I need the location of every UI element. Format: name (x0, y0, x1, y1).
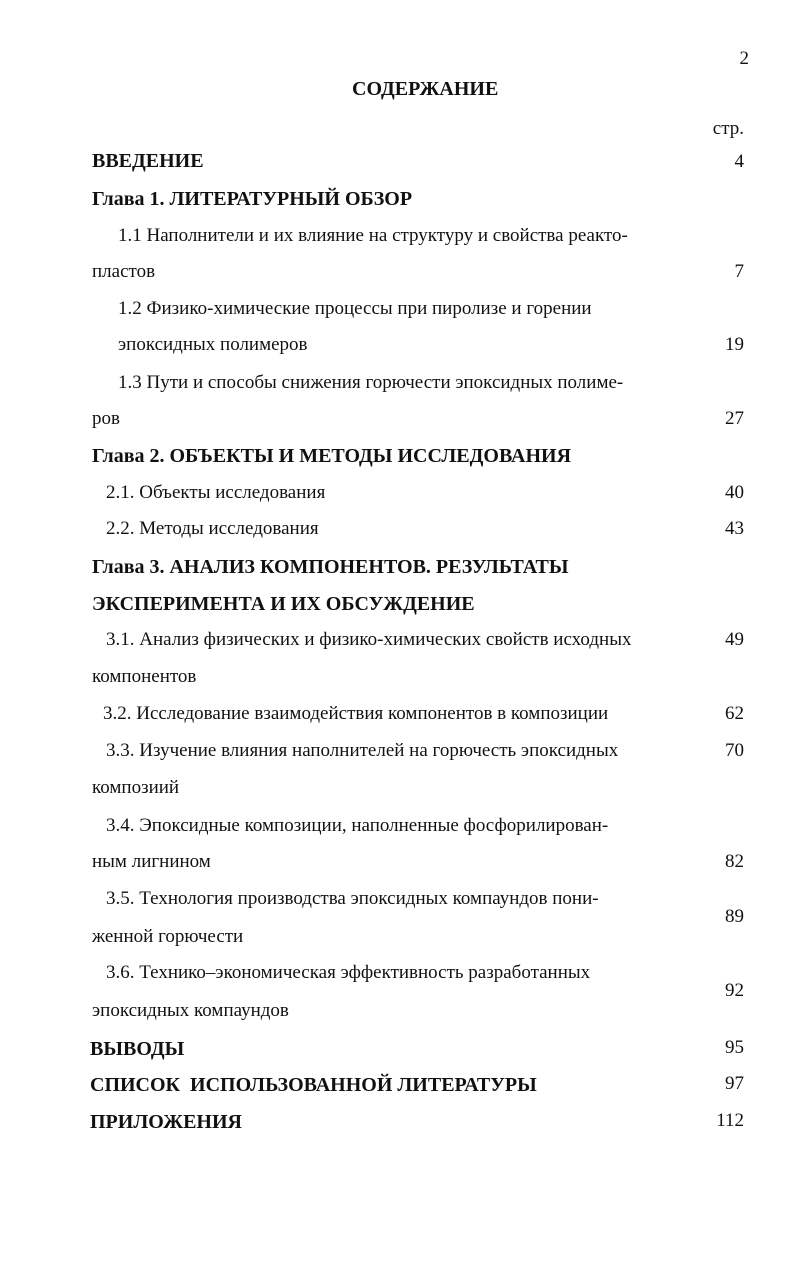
toc-entry-page: 27 (725, 408, 744, 429)
toc-chapter-2[interactable]: Глава 2. ОБЪЕКТЫ И МЕТОДЫ ИССЛЕДОВАНИЯ (92, 445, 572, 467)
toc-entry-label: СПИСОК ИСПОЛЬЗОВАННОЙ ЛИТЕРАТУРЫ (90, 1074, 537, 1096)
toc-entry-label: 3.6. Технико–экономическая эффективность разработанных (106, 962, 591, 983)
toc-entry-label: 3.4. Эпоксидные композиции, наполненные фосфорилирован- (106, 815, 609, 836)
toc-entry-label-cont: композиий (92, 777, 180, 798)
toc-entry-label: 3.2. Исследование взаимодействия компонентов в композиции (103, 703, 609, 724)
toc-entry-page: 97 (725, 1073, 744, 1094)
toc-entry-page: 4 (734, 151, 744, 172)
toc-entry-page: 95 (725, 1037, 744, 1058)
toc-entry-page: 112 (716, 1110, 744, 1131)
page-number: 2 (739, 48, 749, 69)
toc-chapter-1[interactable]: Глава 1. ЛИТЕРАТУРНЫЙ ОБЗОР (92, 188, 413, 210)
toc-entry-page: 92 (725, 980, 744, 1001)
toc-entry-label: 1.3 Пути и способы снижения горючести эпоксидных полиме- (118, 372, 624, 393)
toc-entry-label-cont: эпоксидных компаундов (92, 1000, 289, 1021)
toc-entry-label: ПРИЛОЖЕНИЯ (90, 1111, 242, 1133)
toc-entry-label: 3.3. Изучение влияния наполнителей на горючесть эпоксидных (106, 740, 619, 761)
toc-entry-page: 43 (725, 518, 744, 539)
toc-entry-page: 62 (725, 703, 744, 724)
page-title: СОДЕРЖАНИЕ (352, 78, 499, 100)
toc-entry-page: 89 (725, 906, 744, 927)
page-column-label: стр. (712, 118, 744, 139)
toc-entry-label: 1.1 Наполнители и их влияние на структуру и свойства реакто- (118, 225, 628, 246)
toc-entry-page: 7 (734, 261, 744, 282)
toc-entry-label: 1.2 Физико-химические процессы при пиролизе и горении (118, 298, 592, 319)
toc-entry-label-cont: эпоксидных полимеров (118, 334, 308, 355)
toc-entry-label: 3.5. Технология производства эпоксидных компаундов пони- (106, 888, 599, 909)
toc-chapter-label-cont: ЭКСПЕРИМЕНТА И ИХ ОБСУЖДЕНИЕ (92, 593, 475, 615)
toc-entry-label: 2.1. Объекты исследования (106, 482, 326, 503)
toc-entry-label-cont: женной горючести (92, 926, 244, 947)
toc-entry-label-cont: пластов (92, 261, 156, 282)
toc-entry-page: 49 (725, 629, 744, 650)
toc-chapter-label: Глава 3. АНАЛИЗ КОМПОНЕНТОВ. РЕЗУЛЬТАТЫ (92, 556, 569, 578)
toc-entry-page: 19 (725, 334, 744, 355)
toc-entry-label-cont: ным лигнином (92, 851, 211, 872)
toc-entry-page: 40 (725, 482, 744, 503)
toc-entry-label: 2.2. Методы исследования (106, 518, 319, 539)
toc-entry-label-cont: ров (92, 408, 120, 429)
toc-entry-label: 3.1. Анализ физических и физико-химических свойств исходных (106, 629, 632, 650)
toc-entry-page: 70 (725, 740, 744, 761)
toc-entry-page: 82 (725, 851, 744, 872)
toc-entry-label-cont: компонентов (92, 666, 197, 687)
toc-entry-label: ВВЕДЕНИЕ (92, 150, 204, 172)
toc-entry-label: ВЫВОДЫ (90, 1038, 185, 1060)
